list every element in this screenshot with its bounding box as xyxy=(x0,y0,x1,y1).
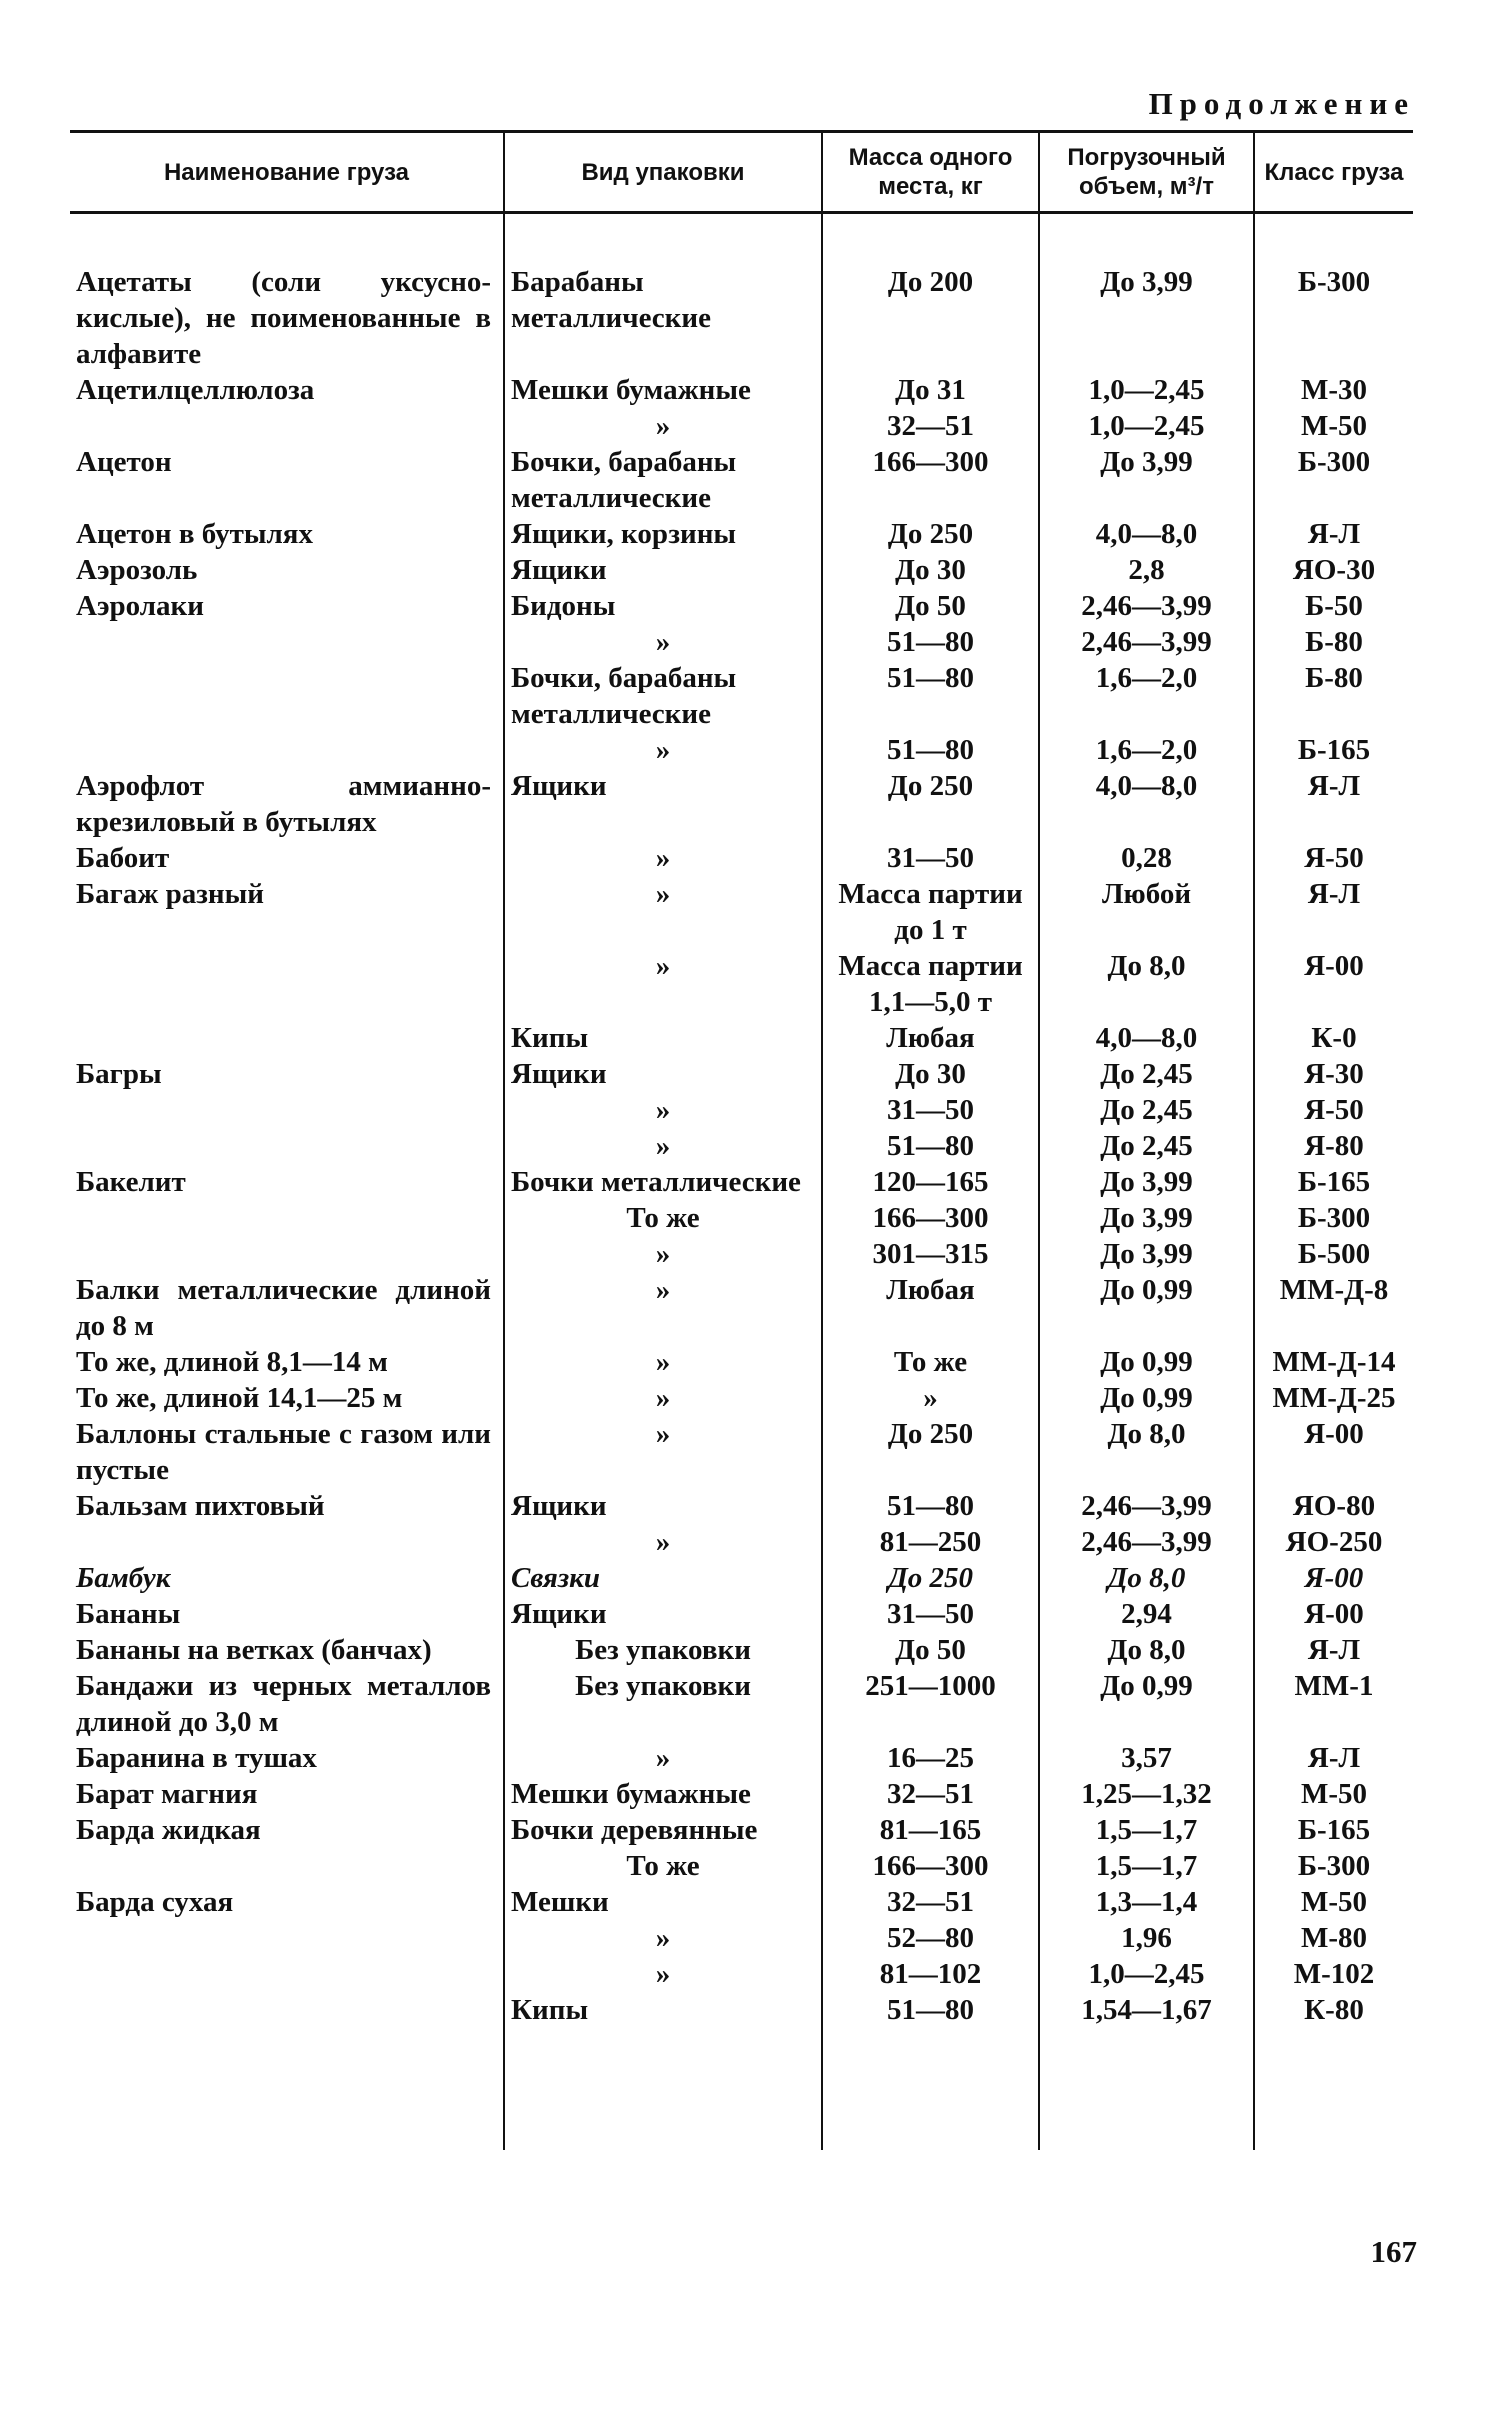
cell-class: Я-30 xyxy=(1254,1056,1413,1092)
cell-volume: Любой xyxy=(1039,876,1254,948)
cell-pack: Ящики xyxy=(504,1488,822,1524)
cell-class: Я-50 xyxy=(1254,840,1413,876)
table-row xyxy=(70,624,1413,660)
cell-class: Б-500 xyxy=(1254,1236,1413,1272)
cell-mass: Масса партии до 1 т xyxy=(822,876,1039,948)
cell-volume: До 0,99 xyxy=(1039,1344,1254,1380)
table-row xyxy=(70,732,1413,768)
cell-volume: 4,0—8,0 xyxy=(1039,516,1254,552)
cell-name xyxy=(70,1992,504,2028)
cell-name: Баранина в тушах xyxy=(76,1742,317,1774)
cell-pack: » xyxy=(504,1920,822,1956)
cell-mass: Любая xyxy=(822,1020,1039,1056)
cell-volume: До 8,0 xyxy=(1039,1560,1254,1596)
cell-class: Я-80 xyxy=(1254,1128,1413,1164)
table-row xyxy=(70,1776,1413,1812)
cell-volume: 2,46—3,99 xyxy=(1039,624,1254,660)
cell-volume: До 8,0 xyxy=(1039,1416,1254,1488)
tail-row xyxy=(70,2028,1413,2150)
cell-class: Я-Л xyxy=(1254,1740,1413,1776)
cell-pack: » xyxy=(504,1344,822,1380)
cell-name xyxy=(70,732,504,768)
cell-pack: Кипы xyxy=(504,1992,822,2028)
table-row xyxy=(70,768,1413,840)
cell-volume: До 8,0 xyxy=(1039,948,1254,1020)
cell-name: Барда жидкая xyxy=(76,1814,261,1846)
table-row xyxy=(70,1956,1413,1992)
cell-class: Я-Л xyxy=(1254,516,1413,552)
cell-volume: 1,0—2,45 xyxy=(1039,408,1254,444)
cell-volume: До 2,45 xyxy=(1039,1056,1254,1092)
cell-pack: » xyxy=(504,1380,822,1416)
cell-name: Бабоит xyxy=(76,842,170,874)
cell-mass: 51—80 xyxy=(822,732,1039,768)
cell-name xyxy=(70,660,504,732)
cell-name: То же, длиной 14,1—25 м xyxy=(76,1382,403,1414)
cell-class: Я-00 xyxy=(1254,1416,1413,1488)
table-row xyxy=(70,552,1413,588)
cell-volume: 1,6—2,0 xyxy=(1039,732,1254,768)
cell-name: Бананы xyxy=(76,1598,181,1630)
cell-volume: 0,28 xyxy=(1039,840,1254,876)
table-row xyxy=(70,1164,1413,1200)
cell-name: Ацетон xyxy=(76,446,172,478)
cell-mass: 166—300 xyxy=(822,1848,1039,1884)
cell-mass: До 250 xyxy=(822,516,1039,552)
cell-mass: 51—80 xyxy=(822,1488,1039,1524)
cell-name xyxy=(70,1020,504,1056)
cell-volume: 2,46—3,99 xyxy=(1039,588,1254,624)
cell-pack: Связки xyxy=(504,1560,822,1596)
table-body xyxy=(70,213,1413,2151)
cell-pack: Мешки бумажные xyxy=(504,1776,822,1812)
cell-volume: 1,96 xyxy=(1039,1920,1254,1956)
cell-name: Бананы на ветках (банчах) xyxy=(76,1634,432,1666)
cell-name xyxy=(70,408,504,444)
table-row xyxy=(70,1632,1413,1668)
cell-class: М-50 xyxy=(1254,408,1413,444)
cell-mass: 81—165 xyxy=(822,1812,1039,1848)
cell-mass: 120—165 xyxy=(822,1164,1039,1200)
cell-mass: 31—50 xyxy=(822,840,1039,876)
table-row xyxy=(70,264,1413,372)
cell-volume: До 0,99 xyxy=(1039,1272,1254,1344)
col-header-name: Наименование груза xyxy=(70,132,504,213)
cell-mass: До 250 xyxy=(822,1560,1039,1596)
page-number: 167 xyxy=(1370,2234,1417,2269)
cell-mass: 51—80 xyxy=(822,1992,1039,2028)
cell-mass: 166—300 xyxy=(822,444,1039,516)
cell-pack: » xyxy=(504,840,822,876)
table-row xyxy=(70,372,1413,408)
cell-name xyxy=(70,1524,504,1560)
cell-class: Б-300 xyxy=(1254,1848,1413,1884)
col-header-pack: Вид упаковки xyxy=(504,132,822,213)
cell-volume: 1,6—2,0 xyxy=(1039,660,1254,732)
table-row xyxy=(70,1848,1413,1884)
cell-pack: » xyxy=(504,1416,822,1488)
cell-volume: До 0,99 xyxy=(1039,1380,1254,1416)
cell-pack: Мешки xyxy=(504,1884,822,1920)
cell-volume: 3,57 xyxy=(1039,1740,1254,1776)
table-row xyxy=(70,1596,1413,1632)
cell-mass: 51—80 xyxy=(822,1128,1039,1164)
cell-pack: Бочки, барабаны металлические xyxy=(504,444,822,516)
cell-pack: » xyxy=(504,1524,822,1560)
cell-mass: До 30 xyxy=(822,552,1039,588)
cell-pack: » xyxy=(504,948,822,1020)
table-row xyxy=(70,948,1413,1020)
cell-mass: Любая xyxy=(822,1272,1039,1344)
table-row xyxy=(70,1416,1413,1488)
cell-pack: » xyxy=(504,1956,822,1992)
cell-class: Я-00 xyxy=(1254,1596,1413,1632)
cell-volume: 2,46—3,99 xyxy=(1039,1488,1254,1524)
cell-volume: До 8,0 xyxy=(1039,1632,1254,1668)
cell-class: Б-300 xyxy=(1254,444,1413,516)
cell-class: Б-80 xyxy=(1254,624,1413,660)
cell-class: Б-300 xyxy=(1254,1200,1413,1236)
cell-class: Б-165 xyxy=(1254,732,1413,768)
table-row xyxy=(70,1056,1413,1092)
cell-pack: Мешки бумажные xyxy=(504,372,822,408)
table-row xyxy=(70,1020,1413,1056)
cell-class: М-50 xyxy=(1254,1884,1413,1920)
cell-pack: Ящики xyxy=(504,1596,822,1632)
cell-pack: Бидоны xyxy=(504,588,822,624)
cell-name xyxy=(70,1092,504,1128)
cell-name xyxy=(70,1848,504,1884)
cell-mass: 301—315 xyxy=(822,1236,1039,1272)
cell-mass: 81—102 xyxy=(822,1956,1039,1992)
continuation-note: Продолжение xyxy=(1148,86,1415,121)
cell-pack: Ящики xyxy=(504,552,822,588)
cell-class: Б-165 xyxy=(1254,1812,1413,1848)
cell-volume: 1,3—1,4 xyxy=(1039,1884,1254,1920)
cell-name xyxy=(70,1200,504,1236)
cell-class: ММ-1 xyxy=(1254,1668,1413,1740)
table-row xyxy=(70,840,1413,876)
cell-mass: До 30 xyxy=(822,1056,1039,1092)
cell-pack: Барабаны металлические xyxy=(504,264,822,372)
table-row xyxy=(70,588,1413,624)
cell-volume: До 0,99 xyxy=(1039,1668,1254,1740)
cell-pack: » xyxy=(504,1092,822,1128)
cell-volume: 2,94 xyxy=(1039,1596,1254,1632)
cell-mass: 251—1000 xyxy=(822,1668,1039,1740)
cell-mass: 166—300 xyxy=(822,1200,1039,1236)
cell-pack: » xyxy=(504,732,822,768)
cell-volume: До 2,45 xyxy=(1039,1092,1254,1128)
cell-volume: До 3,99 xyxy=(1039,1236,1254,1272)
cargo-table xyxy=(70,130,1413,2150)
table-row xyxy=(70,1524,1413,1560)
cell-volume: 1,5—1,7 xyxy=(1039,1812,1254,1848)
table-row xyxy=(70,1488,1413,1524)
cell-pack: Ящики xyxy=(504,1056,822,1092)
cell-mass: 51—80 xyxy=(822,624,1039,660)
cell-class: ЯО-250 xyxy=(1254,1524,1413,1560)
cell-name: Бамбук xyxy=(76,1562,171,1594)
cell-class: Я-Л xyxy=(1254,1632,1413,1668)
cell-class: Б-80 xyxy=(1254,660,1413,732)
cell-mass: 31—50 xyxy=(822,1092,1039,1128)
cell-class: ММ-Д-8 xyxy=(1254,1272,1413,1344)
cell-pack: » xyxy=(504,1236,822,1272)
cell-mass: До 50 xyxy=(822,1632,1039,1668)
cell-name: Аэролаки xyxy=(76,590,204,622)
cell-class: ЯО-30 xyxy=(1254,552,1413,588)
cell-class: М-80 xyxy=(1254,1920,1413,1956)
cell-pack: » xyxy=(504,1272,822,1344)
cell-name xyxy=(70,948,504,1020)
cell-name: Балки металлические длиной до 8 м xyxy=(76,1274,491,1342)
cell-pack: Бочки, барабаны металлические xyxy=(504,660,822,732)
cell-volume: 1,5—1,7 xyxy=(1039,1848,1254,1884)
cell-mass: До 250 xyxy=(822,1416,1039,1488)
cell-mass: 32—51 xyxy=(822,408,1039,444)
cell-name: Бакелит xyxy=(76,1166,186,1198)
cell-volume: 2,8 xyxy=(1039,552,1254,588)
cell-pack: То же xyxy=(504,1848,822,1884)
table-row xyxy=(70,1272,1413,1344)
table-row xyxy=(70,1992,1413,2028)
table-row xyxy=(70,1200,1413,1236)
cell-name: Ацетаты (соли уксусно-кислые), не поименованные в алфавите xyxy=(76,266,491,370)
table-row xyxy=(70,1668,1413,1740)
cell-pack: » xyxy=(504,1740,822,1776)
cell-class: Я-Л xyxy=(1254,876,1413,948)
col-header-vol: Погрузочный объем, м³/т xyxy=(1039,132,1254,213)
cell-class: Б-50 xyxy=(1254,588,1413,624)
cell-volume: До 2,45 xyxy=(1039,1128,1254,1164)
cell-pack: » xyxy=(504,1128,822,1164)
cell-name: Багаж разный xyxy=(76,878,264,910)
table-row xyxy=(70,408,1413,444)
cell-pack: » xyxy=(504,876,822,948)
cell-mass: 51—80 xyxy=(822,660,1039,732)
table-row xyxy=(70,1236,1413,1272)
cell-class: М-30 xyxy=(1254,372,1413,408)
cell-name xyxy=(70,1128,504,1164)
table-row xyxy=(70,1560,1413,1596)
cell-mass: До 31 xyxy=(822,372,1039,408)
cell-name: Багры xyxy=(76,1058,162,1090)
cell-pack: » xyxy=(504,624,822,660)
cell-mass: 32—51 xyxy=(822,1776,1039,1812)
cell-mass: » xyxy=(822,1380,1039,1416)
cell-mass: 32—51 xyxy=(822,1884,1039,1920)
col-header-mass: Масса одного места, кг xyxy=(822,132,1039,213)
cell-class: ЯО-80 xyxy=(1254,1488,1413,1524)
cell-name xyxy=(70,1920,504,1956)
cell-name xyxy=(70,1236,504,1272)
cell-volume: До 3,99 xyxy=(1039,1200,1254,1236)
cell-volume: 1,0—2,45 xyxy=(1039,372,1254,408)
table-row xyxy=(70,1344,1413,1380)
cell-mass: 16—25 xyxy=(822,1740,1039,1776)
table-row xyxy=(70,1884,1413,1920)
cell-name xyxy=(70,1956,504,1992)
cell-class: ММ-Д-25 xyxy=(1254,1380,1413,1416)
cell-volume: 1,54—1,67 xyxy=(1039,1992,1254,2028)
cell-volume: 1,0—2,45 xyxy=(1039,1956,1254,1992)
cell-pack: То же xyxy=(504,1200,822,1236)
table-row xyxy=(70,660,1413,732)
table-row xyxy=(70,1380,1413,1416)
cell-mass: До 50 xyxy=(822,588,1039,624)
cell-mass: 81—250 xyxy=(822,1524,1039,1560)
cell-volume: 4,0—8,0 xyxy=(1039,1020,1254,1056)
cell-class: Я-00 xyxy=(1254,1560,1413,1596)
cell-volume: 4,0—8,0 xyxy=(1039,768,1254,840)
cell-mass: 52—80 xyxy=(822,1920,1039,1956)
cell-name: Ацетилцеллюлоза xyxy=(76,374,315,406)
cell-pack: Ящики xyxy=(504,768,822,840)
cell-volume: До 3,99 xyxy=(1039,264,1254,372)
cell-pack: Бочки металлические xyxy=(504,1164,822,1200)
col-header-class: Класс груза xyxy=(1254,132,1413,213)
cell-name: Бальзам пихтовый xyxy=(76,1490,325,1522)
cell-name: Аэрофлот аммианно-крезиловый в бутылях xyxy=(76,770,491,838)
table-row xyxy=(70,1128,1413,1164)
table-row xyxy=(70,1740,1413,1776)
cell-name: Барат магния xyxy=(76,1778,258,1810)
cell-mass: До 250 xyxy=(822,768,1039,840)
cell-pack: Без упаковки xyxy=(504,1668,822,1740)
cell-mass: То же xyxy=(822,1344,1039,1380)
cell-volume: 2,46—3,99 xyxy=(1039,1524,1254,1560)
cell-name: Ацетон в бутылях xyxy=(76,518,313,550)
cell-class: ММ-Д-14 xyxy=(1254,1344,1413,1380)
cell-class: Б-165 xyxy=(1254,1164,1413,1200)
cell-pack: » xyxy=(504,408,822,444)
cell-pack: Бочки деревянные xyxy=(504,1812,822,1848)
table-row xyxy=(70,1812,1413,1848)
table-row xyxy=(70,1920,1413,1956)
cell-class: Б-300 xyxy=(1254,264,1413,372)
spacer-row xyxy=(70,213,1413,265)
cell-class: Я-Л xyxy=(1254,768,1413,840)
cell-name: Аэрозоль xyxy=(76,554,198,586)
cell-volume: До 3,99 xyxy=(1039,1164,1254,1200)
table-row xyxy=(70,1092,1413,1128)
cell-mass: 31—50 xyxy=(822,1596,1039,1632)
cell-pack: Без упаковки xyxy=(504,1632,822,1668)
cell-class: М-50 xyxy=(1254,1776,1413,1812)
cell-name: Бандажи из черных металлов длиной до 3,0 м xyxy=(76,1670,491,1738)
cell-class: Я-00 xyxy=(1254,948,1413,1020)
cell-pack: Кипы xyxy=(504,1020,822,1056)
cell-pack: Ящики, корзины xyxy=(504,516,822,552)
cell-name: Барда сухая xyxy=(76,1886,234,1918)
cell-class: К-80 xyxy=(1254,1992,1413,2028)
table-row xyxy=(70,516,1413,552)
table-row xyxy=(70,876,1413,948)
cell-volume: 1,25—1,32 xyxy=(1039,1776,1254,1812)
cell-volume: До 3,99 xyxy=(1039,444,1254,516)
cell-class: М-102 xyxy=(1254,1956,1413,1992)
table-row xyxy=(70,444,1413,516)
cell-class: Я-50 xyxy=(1254,1092,1413,1128)
cell-mass: До 200 xyxy=(822,264,1039,372)
cell-mass: Масса партии 1,1—5,0 т xyxy=(822,948,1039,1020)
cell-name: Баллоны стальные с газом или пустые xyxy=(76,1418,491,1486)
table-header-row xyxy=(70,132,1413,213)
cell-name: То же, длиной 8,1—14 м xyxy=(76,1346,388,1378)
cell-class: К-0 xyxy=(1254,1020,1413,1056)
cell-name xyxy=(70,624,504,660)
